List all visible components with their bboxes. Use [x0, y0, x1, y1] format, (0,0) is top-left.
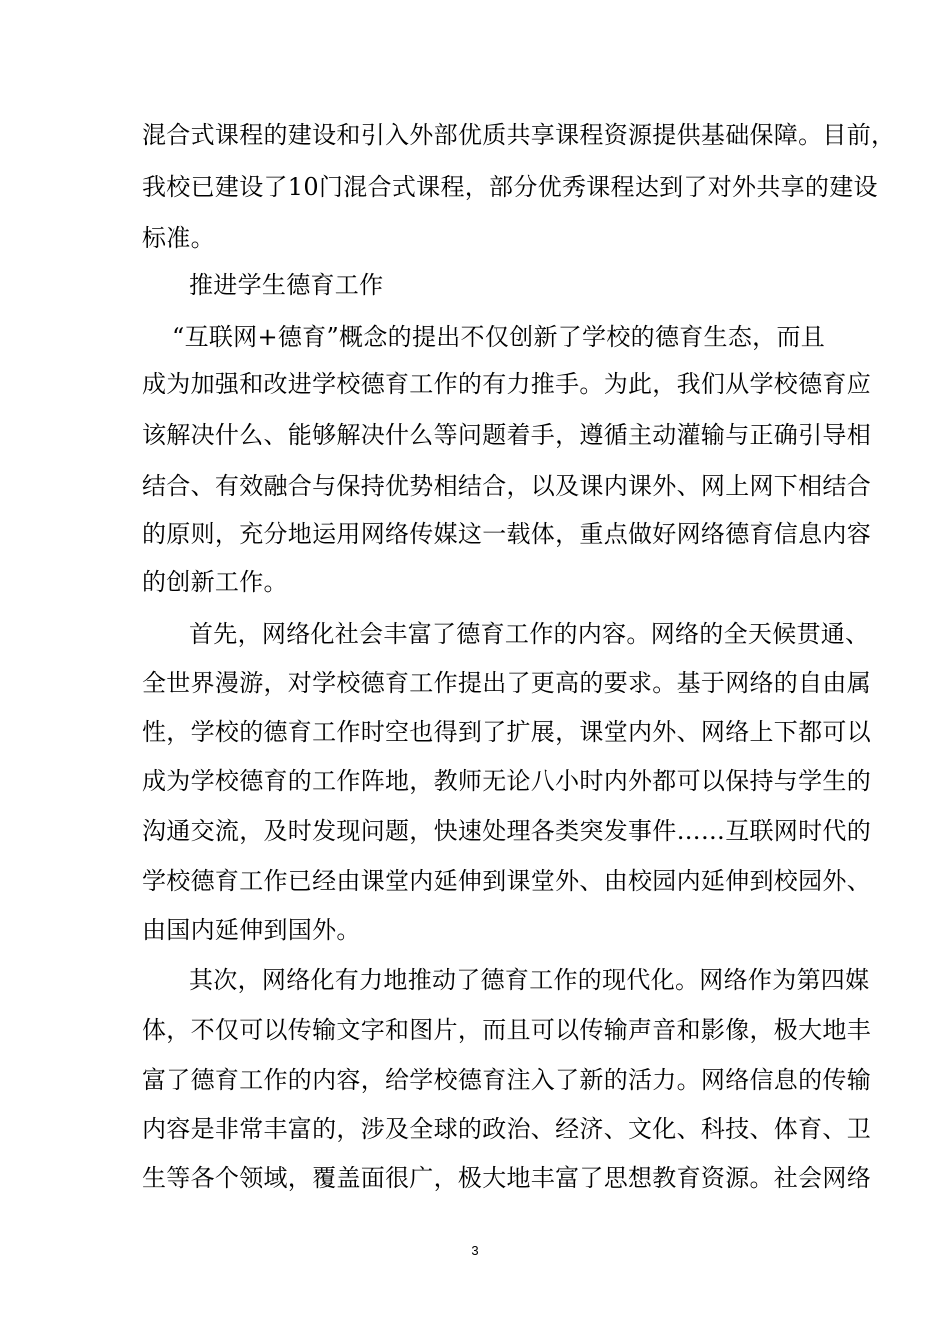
- text-line: 生等各个领域，覆盖面很广，极大地丰富了思想教育资源。社会网络: [142, 1164, 871, 1192]
- text-line: 富了德育工作的内容，给学校德育注入了新的活力。网络信息的传输: [142, 1066, 871, 1094]
- text-line: 成为学校德育的工作阵地，教师无论八小时内外都可以保持与学生的: [142, 767, 871, 795]
- text-line: 结合、有效融合与保持优势相结合，以及课内课外、网上网下相结合: [142, 472, 871, 500]
- text-line: 体，不仅可以传输文字和图片，而且可以传输声音和影像，极大地丰: [142, 1016, 871, 1044]
- page-number: 3: [471, 1243, 479, 1258]
- section-heading: 推进学生德育工作: [189, 271, 384, 299]
- text-line: 全世界漫游，对学校德育工作提出了更高的要求。基于网络的自由属: [142, 669, 871, 697]
- paragraph-first-line: “互联网+德育”概念的提出不仅创新了学校的德育生态，而且: [172, 323, 826, 351]
- text-line: 标准。: [142, 224, 215, 252]
- text-line: 该解决什么、能够解决什么等问题着手，遵循主动灌输与正确引导相: [142, 421, 871, 449]
- text-line: 沟通交流，及时发现问题，快速处理各类突发事件……互联网时代的: [142, 817, 871, 845]
- text-line: 成为加强和改进学校德育工作的有力推手。为此，我们从学校德育应: [142, 370, 871, 398]
- text-line: 由国内延伸到国外。: [142, 916, 361, 944]
- paragraph-first-line: 首先，网络化社会丰富了德育工作的内容。网络的全天候贯通、: [189, 620, 870, 648]
- text-line: 的原则，充分地运用网络传媒这一载体，重点做好网络德育信息内容: [142, 520, 871, 548]
- text-line: 我校已建设了10门混合式课程，部分优秀课程达到了对外共享的建设: [142, 173, 878, 201]
- paragraph-first-line: 其次，网络化有力地推动了德育工作的现代化。网络作为第四媒: [189, 966, 870, 994]
- text-line: 性，学校的德育工作时空也得到了扩展，课堂内外、网络上下都可以: [142, 718, 871, 746]
- text-line: 内容是非常丰富的，涉及全球的政治、经济、文化、科技、体育、卫: [142, 1115, 871, 1143]
- text-line: 混合式课程的建设和引入外部优质共享课程资源提供基础保障。目前，: [142, 121, 896, 149]
- text-line: 的创新工作。: [142, 568, 288, 596]
- text-line: 学校德育工作已经由课堂内延伸到课堂外、由校园内延伸到校园外、: [142, 867, 871, 895]
